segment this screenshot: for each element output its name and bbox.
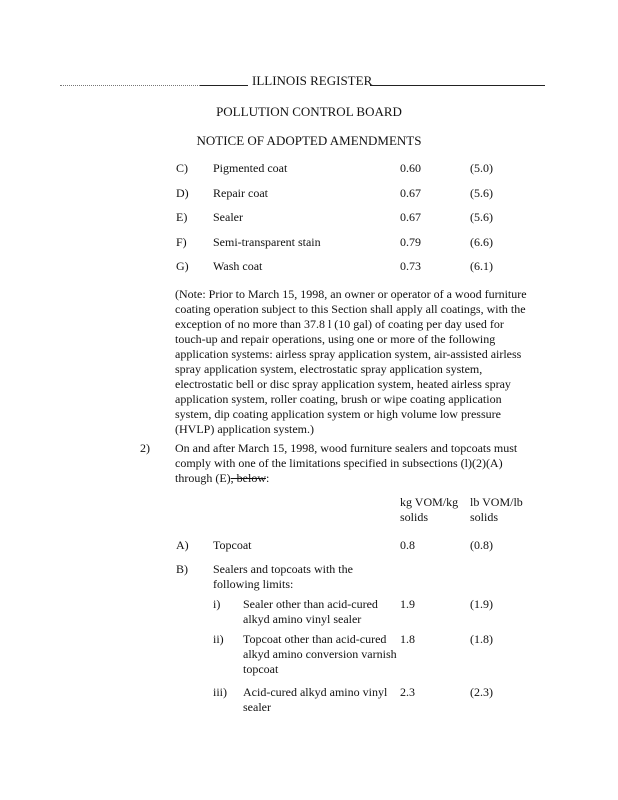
section-line: On and after March 15, 1998, wood furniture sealers and topcoats must xyxy=(175,441,518,455)
row-lb: (5.0) xyxy=(470,161,493,175)
lb-column-subheader: solids xyxy=(470,510,499,524)
lb-column-header: lb VOM/lb xyxy=(470,495,523,509)
kg-column-header: kg VOM/kg xyxy=(400,495,459,509)
note-line: application systems: airless spray application system, air-assisted airless xyxy=(175,347,522,361)
note-line: system, dip coating application system or high volume low pressure xyxy=(175,407,501,421)
kg-column-subheader: solids xyxy=(400,510,429,524)
row-lb: (5.6) xyxy=(470,210,493,224)
row-letter: D) xyxy=(176,186,189,200)
note-line: (Note: Prior to March 15, 1998, an owner or operator of a wood furniture xyxy=(175,287,527,301)
sub-line: topcoat xyxy=(243,662,279,676)
sub-line: Sealer other than acid-cured xyxy=(243,597,378,611)
struck-text: , below xyxy=(230,471,266,485)
row-name: Sealer xyxy=(213,210,243,224)
note-line: application system, roller coating, brush or wipe coating application xyxy=(175,392,502,406)
sub-roman: iii) xyxy=(213,685,227,699)
row-kg: 1.8 xyxy=(400,632,415,646)
row-name: Semi-transparent stain xyxy=(213,235,321,249)
row-lb: (0.8) xyxy=(470,538,493,552)
note-line: coating operation subject to this Section shall apply all coatings, with the xyxy=(175,302,526,316)
row-kg: 0.73 xyxy=(400,259,421,273)
section-number: 2) xyxy=(140,441,150,455)
register-title: ILLINOIS REGISTER xyxy=(252,73,373,88)
sub-line: alkyd amino conversion varnish xyxy=(243,647,397,661)
note-line: exception of no more than 37.8 l (10 gal) of coating per day used for xyxy=(175,317,504,331)
board-title: POLLUTION CONTROL BOARD xyxy=(216,104,402,119)
sub-line: alkyd amino vinyl sealer xyxy=(243,612,362,626)
row-letter: E) xyxy=(176,210,188,224)
row-letter: F) xyxy=(176,235,187,249)
section-text: through (E) xyxy=(175,471,231,485)
row-kg: 0.8 xyxy=(400,538,415,552)
notice-title: NOTICE OF ADOPTED AMENDMENTS xyxy=(196,133,422,148)
row-lb: (1.9) xyxy=(470,597,493,611)
sub-line: sealer xyxy=(243,700,271,714)
section-line xyxy=(175,471,269,485)
note-line: electrostatic bell or disc spray application system, heated airless spray xyxy=(175,377,511,391)
sub-line: Acid-cured alkyd amino vinyl xyxy=(243,685,388,699)
row-letter: C) xyxy=(176,161,188,175)
row-kg: 0.67 xyxy=(400,186,421,200)
row-letter: A) xyxy=(176,538,189,552)
row-name: Repair coat xyxy=(213,186,268,200)
row-letter: B) xyxy=(176,562,188,576)
row-letter: G) xyxy=(176,259,189,273)
header-rule-left xyxy=(200,85,248,86)
row-kg: 0.67 xyxy=(400,210,421,224)
row-kg: 0.79 xyxy=(400,235,421,249)
row-kg: 2.3 xyxy=(400,685,415,699)
row-name: following limits: xyxy=(213,577,294,591)
row-name: Sealers and topcoats with the xyxy=(213,562,353,576)
note-line: touch-up and repair operations, using one or more of the following xyxy=(175,332,496,346)
row-lb: (1.8) xyxy=(470,632,493,646)
row-name: Topcoat xyxy=(213,538,252,552)
sub-roman: ii) xyxy=(213,632,224,646)
section-text: : xyxy=(265,471,270,485)
note-line: spray application system, electrostatic spray application system, xyxy=(175,362,483,376)
header-rule-right xyxy=(370,85,545,86)
row-kg: 1.9 xyxy=(400,597,415,611)
note-line: (HVLP) application system.) xyxy=(175,422,314,436)
row-lb: (2.3) xyxy=(470,685,493,699)
sub-line: Topcoat other than acid-cured xyxy=(243,632,387,646)
sub-roman: i) xyxy=(213,597,221,611)
row-name: Wash coat xyxy=(213,259,263,273)
row-lb: (6.6) xyxy=(470,235,493,249)
row-kg: 0.60 xyxy=(400,161,421,175)
row-lb: (5.6) xyxy=(470,186,493,200)
section-line: comply with one of the limitations specified in subsections (l)(2)(A) xyxy=(175,456,503,470)
header-dotted-rule xyxy=(60,85,210,86)
row-name: Pigmented coat xyxy=(213,161,288,175)
row-lb: (6.1) xyxy=(470,259,493,273)
